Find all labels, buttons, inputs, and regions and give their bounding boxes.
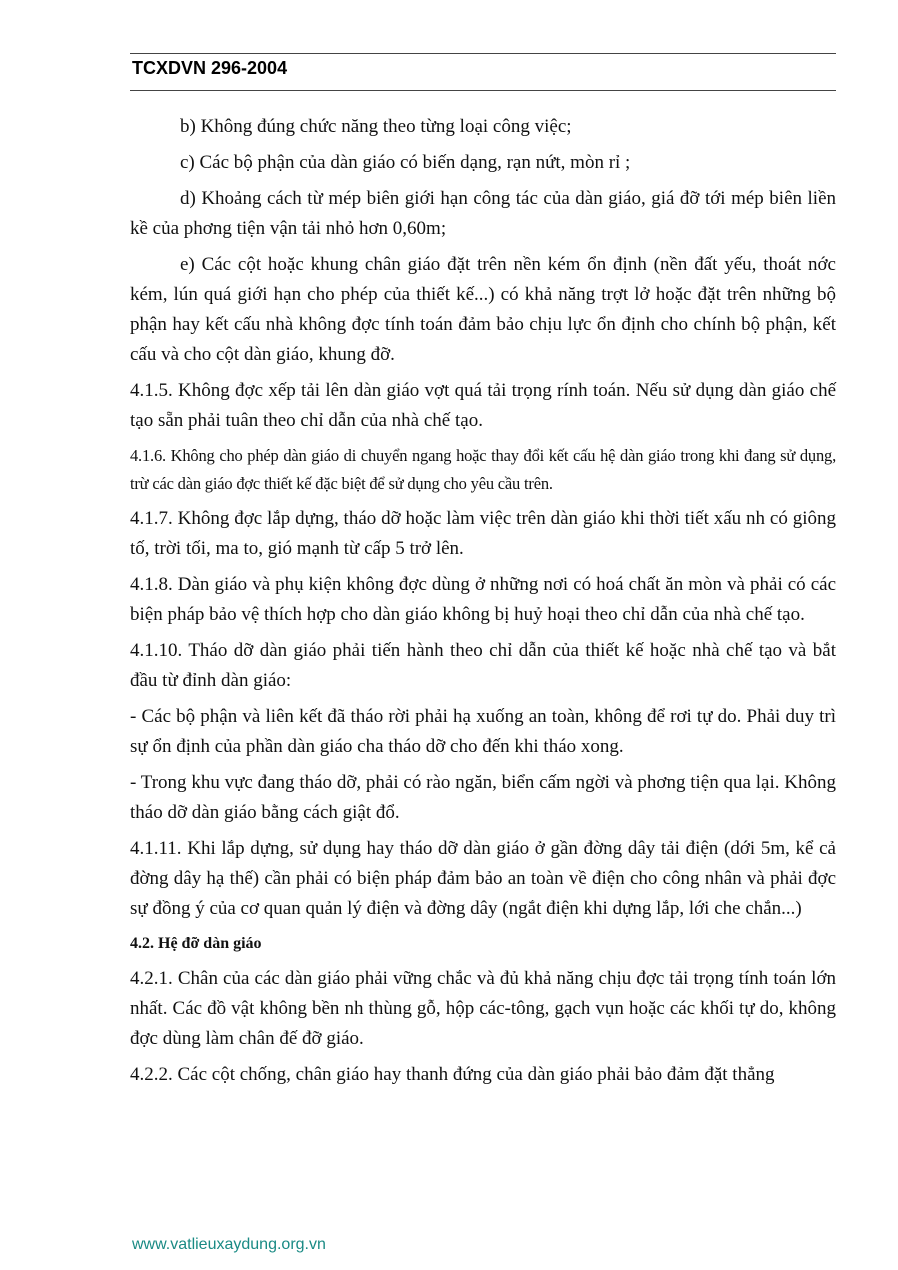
section-heading: 4.2. Hệ đỡ dàn giáo [130,935,262,952]
paragraph: 4.1.5. Không đợc xếp tải lên dàn giáo vợt quá tải trọng rính toán. Nếu sử dụng dàn giáo chế tạo sẵn phải tuân theo chỉ dẫn của nhà chế tạo. [130,380,836,431]
paragraph: c) Các bộ phận của dàn giáo có biến dạng, rạn nứt, mòn rỉ ; [180,152,631,173]
header-rule-top [130,53,836,54]
paragraph: 4.1.6. Không cho phép dàn giáo di chuyển ngang hoặc thay đổi kết cấu hệ dàn giáo trong khi đang sử dụng, trừ các dàn giáo đợc thiết kế đặc biệt để sử dụng cho yêu cầu trên. [130,446,836,493]
paragraph: 4.1.11. Khi lắp dựng, sử dụng hay tháo dỡ dàn giáo ở gần đờng dây tải điện (dới 5m, kể cả đờng dây hạ thế) cần phải có biện pháp đảm bảo an toàn về điện cho công nhân và phải đợc sự đồng ý của cơ quan quản lý điện và đờng dây (ngắt điện khi dựng lắp, lới che chắn...) [130,838,836,919]
footer-website: www.vatlieuxaydung.org.vn [132,1236,326,1253]
header-rule-bottom [130,90,836,91]
document-body [130,112,836,1090]
paragraph: 4.1.7. Không đợc lắp dựng, tháo dỡ hoặc làm việc trên dàn giáo khi thời tiết xấu nh có giông tố, trời tối, ma to, gió mạnh từ cấp 5 trở lên. [130,508,836,559]
document-code: TCXDVN 296-2004 [132,58,288,78]
paragraph: 4.2.2. Các cột chống, chân giáo hay thanh đứng của dàn giáo phải bảo đảm đặt thẳng [130,1064,775,1085]
paragraph: e) Các cột hoặc khung chân giáo đặt trên nền kém ổn định (nền đất yếu, thoát nớc kém, lún quá giới hạn cho phép của thiết kế...) có khả năng trợt lở hoặc đặt trên những bộ phận hay kết cấu nhà không đợc tính toán đảm bảo chịu lực ổn định cho chính bộ phận, kết cấu và cho cột dàn giáo, khung đỡ. [130,254,836,365]
paragraph: - Trong khu vực đang tháo dỡ, phải có rào ngăn, biển cấm ngời và phơng tiện qua lại. Không tháo dỡ dàn giáo bằng cách giật đổ. [130,772,836,823]
paragraph: 4.1.8. Dàn giáo và phụ kiện không đợc dùng ở những nơi có hoá chất ăn mòn và phải có các biện pháp bảo vệ thích hợp cho dàn giáo không bị huỷ hoại theo chỉ dẫn của nhà chế tạo. [130,574,836,625]
paragraph: - Các bộ phận và liên kết đã tháo rời phải hạ xuống an toàn, không để rơi tự do. Phải duy trì sự ổn định của phần dàn giáo cha tháo dỡ cho đến khi tháo xong. [130,706,836,757]
paragraph: b) Không đúng chức năng theo từng loại công việc; [180,116,572,137]
paragraph: d) Khoảng cách từ mép biên giới hạn công tác của dàn giáo, giá đỡ tới mép biên liền kề của phơng tiện vận tải nhỏ hơn 0,60m; [130,188,836,239]
paragraph: 4.2.1. Chân của các dàn giáo phải vững chắc và đủ khả năng chịu đợc tải trọng tính toán lớn nhất. Các đồ vật không bền nh thùng gỗ, hộp các-tông, gạch vụn hoặc các khối tự do, không đợc dùng làm chân đế đỡ giáo. [130,968,836,1049]
paragraph: 4.1.10. Tháo dỡ dàn giáo phải tiến hành theo chỉ dẫn của thiết kế hoặc nhà chế tạo và bắt đầu từ đỉnh dàn giáo: [130,640,836,691]
